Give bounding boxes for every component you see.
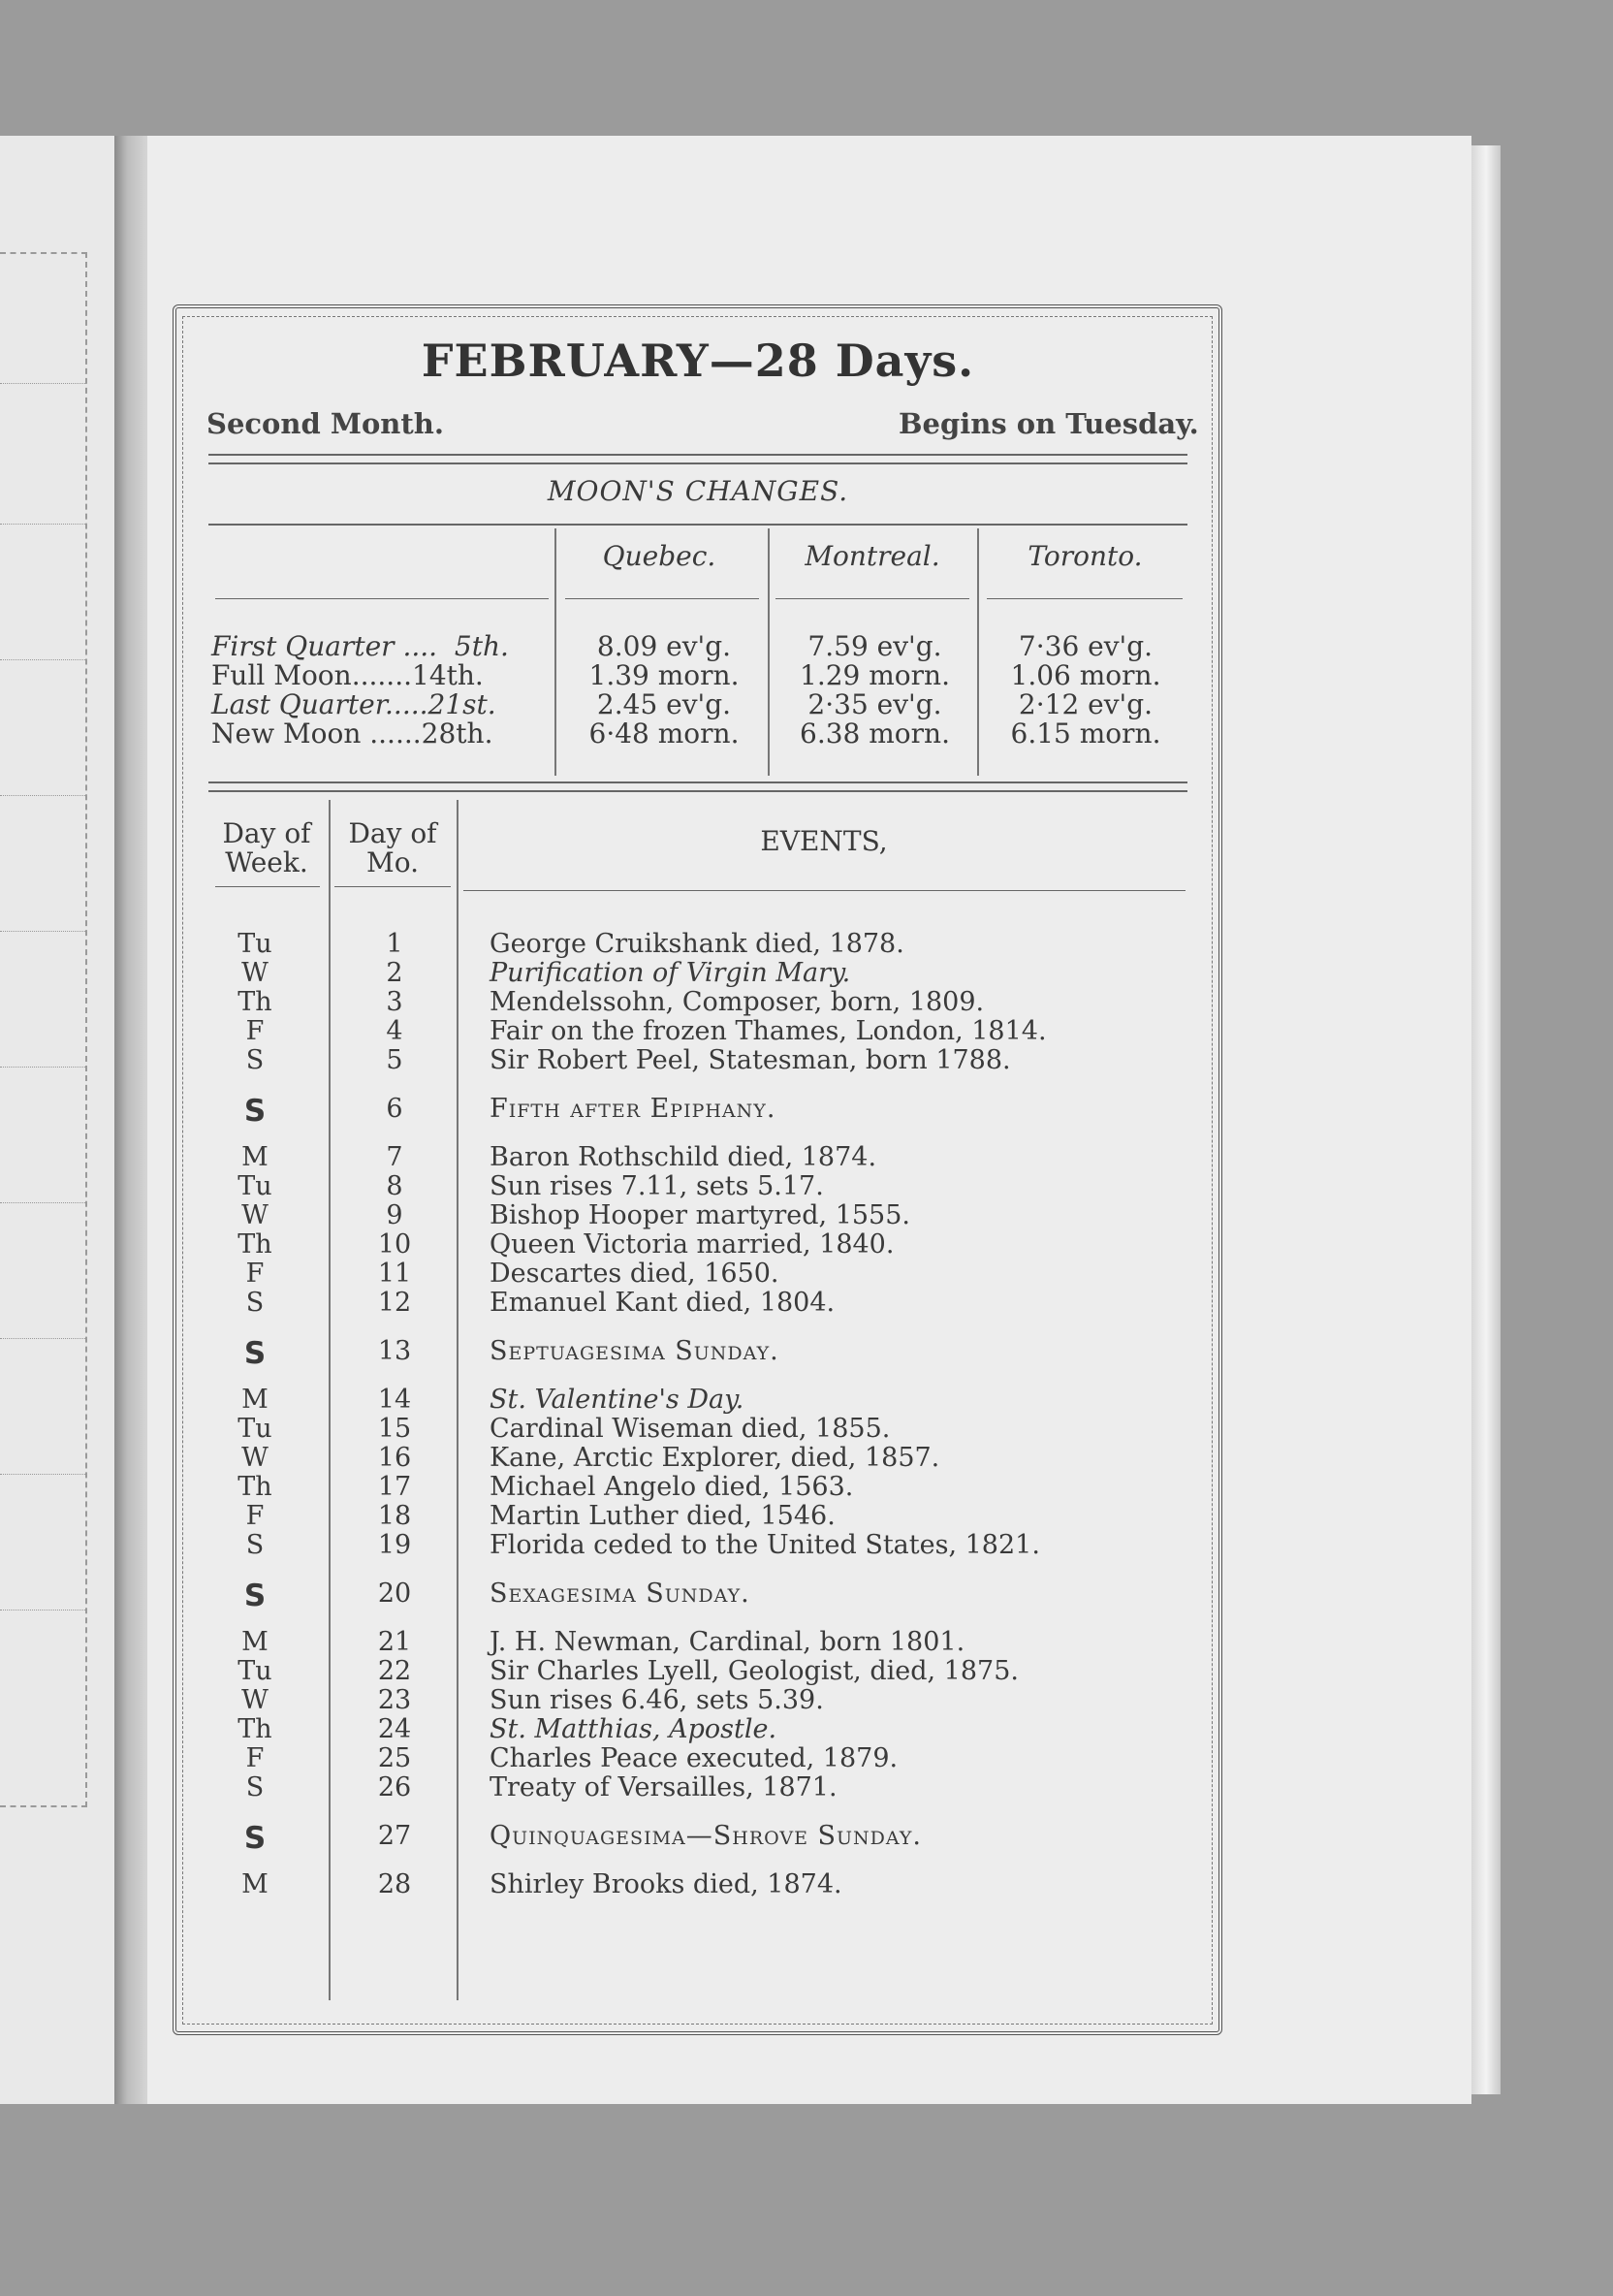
event-text: Sexagesima Sunday. <box>490 1578 750 1609</box>
day-of-week: M <box>241 1385 269 1415</box>
day-of-month: 20 <box>377 1578 412 1609</box>
phase-day: 21st. <box>427 688 496 720</box>
event-text: Sun rises 6.46, sets 5.39. <box>490 1685 824 1715</box>
event-text: Queen Victoria married, 1840. <box>490 1229 895 1260</box>
rule <box>208 462 1187 464</box>
column-divider <box>977 528 979 776</box>
begins-on: Begins on Tuesday. <box>899 407 1199 440</box>
left-page-rule <box>0 1067 85 1068</box>
day-of-week: S <box>243 1336 267 1371</box>
day-of-week: S <box>243 1578 267 1613</box>
event-text: Kane, Arctic Explorer, died, 1857. <box>490 1443 940 1473</box>
event-text: Fair on the frozen Thames, London, 1814. <box>490 1016 1047 1046</box>
moon-phase-last-quarter: Last Quarter.....21st. <box>211 688 496 720</box>
moon-phase-first-quarter: First Quarter .... 5th. <box>211 630 509 662</box>
phase-name: Last Quarter <box>211 688 386 720</box>
rule <box>775 598 969 599</box>
event-text: Purification of Virgin Mary. <box>490 958 851 988</box>
event-text: Charles Peace executed, 1879. <box>490 1743 899 1773</box>
rule <box>215 598 549 599</box>
phase-name: First Quarter <box>211 630 395 662</box>
column-divider <box>768 528 770 776</box>
moon-phase-new-moon: New Moon ......28th. <box>211 718 493 749</box>
event-text: George Cruikshank died, 1878. <box>490 929 904 959</box>
left-page-rule <box>0 1474 85 1475</box>
rule <box>208 524 1187 526</box>
day-of-week: S <box>243 1821 267 1856</box>
header-line: Day of <box>222 817 311 849</box>
day-of-month: 4 <box>386 1016 403 1046</box>
day-of-week: M <box>241 1869 269 1899</box>
column-divider <box>457 800 459 2000</box>
rule <box>208 790 1187 792</box>
rule <box>215 886 320 887</box>
day-of-month: 2 <box>386 958 403 988</box>
left-page-rule <box>0 931 85 932</box>
book-gutter <box>114 136 147 2104</box>
moon-phase-full-moon: Full Moon.......14th. <box>211 659 484 691</box>
day-of-week: Th <box>237 1229 272 1260</box>
day-of-month: 17 <box>377 1472 412 1502</box>
event-text: Emanuel Kant died, 1804. <box>490 1288 836 1318</box>
rule <box>334 886 451 887</box>
event-text: Florida ceded to the United States, 1821. <box>490 1530 1040 1560</box>
event-text: Shirley Brooks died, 1874. <box>490 1869 842 1899</box>
quebec-time: 1.39 morn. <box>588 659 740 691</box>
phase-name: Full Moon <box>211 659 352 691</box>
day-of-month: 19 <box>377 1530 412 1560</box>
day-of-week: S <box>243 1094 267 1129</box>
left-page-rule <box>0 1338 85 1339</box>
day-of-week: F <box>245 1016 265 1046</box>
month-ordinal: Second Month. <box>206 407 444 440</box>
day-of-month: 9 <box>386 1200 403 1230</box>
day-of-month: 22 <box>377 1656 412 1686</box>
day-of-month: 6 <box>386 1094 403 1124</box>
day-of-week: Tu <box>237 929 272 959</box>
left-page-fragment <box>0 136 114 2104</box>
day-of-month: 10 <box>377 1229 412 1260</box>
event-text: Sun rises 7.11, sets 5.17. <box>490 1171 824 1201</box>
day-of-week: W <box>241 958 269 988</box>
event-text: J. H. Newman, Cardinal, born 1801. <box>490 1627 965 1657</box>
day-of-week: F <box>245 1259 265 1289</box>
day-of-month: 12 <box>377 1288 412 1318</box>
header-day-of-week <box>208 819 325 877</box>
event-text: Fifth after Epiphany. <box>490 1094 776 1124</box>
header-line: Mo. <box>366 846 419 878</box>
event-text: Martin Luther died, 1546. <box>490 1501 836 1531</box>
left-page-rule <box>0 1202 85 1203</box>
day-of-week: F <box>245 1501 265 1531</box>
rule <box>987 598 1183 599</box>
phase-day: 5th. <box>454 630 509 662</box>
event-text: Bishop Hooper martyred, 1555. <box>490 1200 910 1230</box>
day-of-month: 13 <box>377 1336 412 1366</box>
day-of-week: S <box>245 1772 265 1802</box>
day-of-month: 27 <box>377 1821 412 1851</box>
day-of-month: 23 <box>377 1685 412 1715</box>
rule <box>565 598 759 599</box>
day-of-month: 26 <box>377 1772 412 1802</box>
day-of-week: S <box>245 1530 265 1560</box>
moon-changes-title: MOON'S CHANGES. <box>547 475 849 507</box>
day-of-week: M <box>241 1627 269 1657</box>
column-divider <box>554 528 556 776</box>
day-of-month: 3 <box>386 987 403 1017</box>
phase-day: 14th. <box>412 659 484 691</box>
day-of-week: Tu <box>237 1656 272 1686</box>
montreal-time: 2·35 ev'g. <box>807 688 942 720</box>
montreal-time: 1.29 morn. <box>800 659 950 691</box>
event-text: Baron Rothschild died, 1874. <box>490 1142 877 1172</box>
page-title: FEBRUARY—28 Days. <box>421 335 975 387</box>
day-of-month: 16 <box>377 1443 412 1473</box>
toronto-time: 7·36 ev'g. <box>1018 630 1154 662</box>
day-of-month: 5 <box>386 1045 403 1075</box>
event-text: Cardinal Wiseman died, 1855. <box>490 1414 891 1444</box>
day-of-week: W <box>241 1200 269 1230</box>
day-of-week: Th <box>237 1714 272 1744</box>
phase-name: New Moon <box>211 718 362 749</box>
rule <box>208 781 1187 783</box>
event-text: Sir Robert Peel, Statesman, born 1788. <box>490 1045 1011 1075</box>
montreal-time: 7.59 ev'g. <box>807 630 942 662</box>
header-line: Day of <box>348 817 437 849</box>
day-of-month: 15 <box>377 1414 412 1444</box>
day-of-month: 18 <box>377 1501 412 1531</box>
day-of-week: S <box>245 1288 265 1318</box>
day-of-week: S <box>245 1045 265 1075</box>
phase-day: 28th. <box>421 718 493 749</box>
toronto-time: 6.15 morn. <box>1010 718 1161 749</box>
column-toronto: Toronto. <box>1028 540 1143 572</box>
day-of-month: 11 <box>377 1259 412 1289</box>
event-text: St. Valentine's Day. <box>490 1385 744 1415</box>
day-of-month: 24 <box>377 1714 412 1744</box>
day-of-month: 25 <box>377 1743 412 1773</box>
event-text: Quinquagesima—Shrove Sunday. <box>490 1821 922 1851</box>
rule <box>463 890 1186 891</box>
day-of-month: 21 <box>377 1627 412 1657</box>
event-text: Descartes died, 1650. <box>490 1259 779 1289</box>
toronto-time: 2·12 ev'g. <box>1018 688 1154 720</box>
header-events: EVENTS, <box>760 825 888 857</box>
day-of-month: 14 <box>377 1385 412 1415</box>
event-text: St. Matthias, Apostle. <box>490 1714 777 1744</box>
page-edge <box>1471 145 1501 2094</box>
header-day-of-month <box>330 819 456 877</box>
day-of-month: 7 <box>386 1142 403 1172</box>
day-of-week: Tu <box>237 1414 272 1444</box>
day-of-month: 28 <box>377 1869 412 1899</box>
event-text: Septuagesima Sunday. <box>490 1336 779 1366</box>
day-of-month: 1 <box>386 929 403 959</box>
event-text: Mendelssohn, Composer, born, 1809. <box>490 987 985 1017</box>
montreal-time: 6.38 morn. <box>800 718 950 749</box>
day-of-week: Th <box>237 1472 272 1502</box>
day-of-week: W <box>241 1443 269 1473</box>
left-page-rule <box>0 659 85 660</box>
column-quebec: Quebec. <box>602 540 716 572</box>
event-text: Sir Charles Lyell, Geologist, died, 1875. <box>490 1656 1019 1686</box>
left-page-border <box>0 252 87 1807</box>
day-of-week: F <box>245 1743 265 1773</box>
rule <box>208 454 1187 456</box>
day-of-week: Tu <box>237 1171 272 1201</box>
quebec-time: 2.45 ev'g. <box>596 688 732 720</box>
quebec-time: 8.09 ev'g. <box>596 630 732 662</box>
left-page-rule <box>0 524 85 525</box>
event-text: Michael Angelo died, 1563. <box>490 1472 854 1502</box>
day-of-week: Th <box>237 987 272 1017</box>
day-of-week: M <box>241 1142 269 1172</box>
day-of-month: 8 <box>386 1171 403 1201</box>
day-of-week: W <box>241 1685 269 1715</box>
column-divider <box>329 800 331 2000</box>
left-page-rule <box>0 795 85 796</box>
header-line: Week. <box>225 846 308 878</box>
quebec-time: 6·48 morn. <box>588 718 740 749</box>
column-montreal: Montreal. <box>805 540 940 572</box>
event-text: Treaty of Versailles, 1871. <box>490 1772 838 1802</box>
toronto-time: 1.06 morn. <box>1010 659 1161 691</box>
